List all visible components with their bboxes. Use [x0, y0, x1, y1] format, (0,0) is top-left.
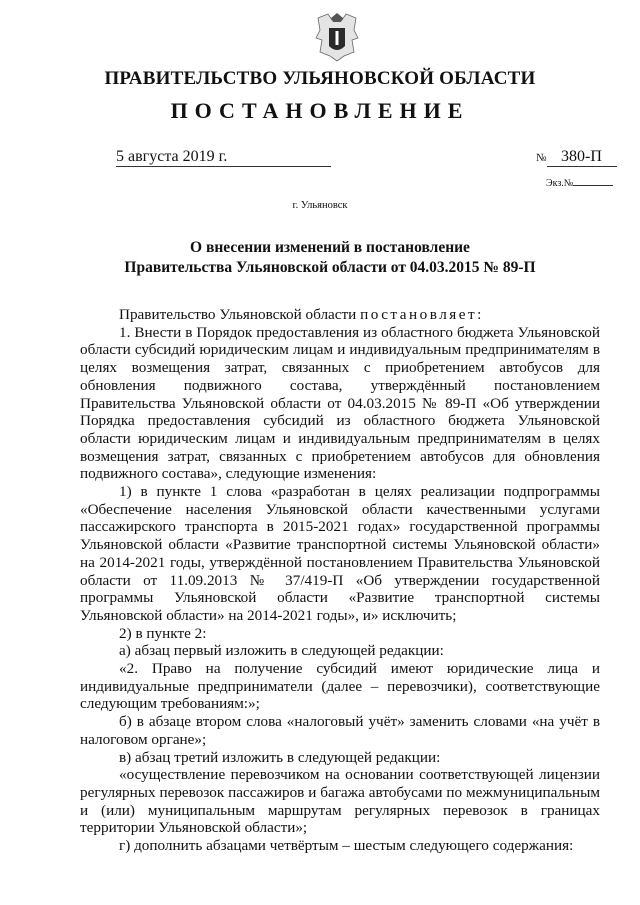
number-sign: № [536, 152, 547, 164]
city: г. Ульяновск [292, 200, 348, 211]
subject-line-1: О внесении изменений в постановление [190, 239, 470, 256]
document-subject [80, 238, 580, 278]
preamble [80, 306, 600, 324]
number-value: 380-П [547, 148, 617, 167]
copy-label: Экз.№ [546, 178, 574, 189]
paragraph: а) абзац первый изложить в следующей редакции: [119, 642, 444, 660]
paragraph: «2. Право на получение субсидий имеют юридические лица и индивидуальные предприниматели (далее – перевозчики), соответствующие следующим требованиям:»; [80, 660, 600, 713]
preamble-lead: Правительство Ульяновской области [119, 306, 361, 323]
document-type: ПОСТАНОВЛЕНИЕ [170, 98, 470, 123]
document-date: 5 августа 2019 г. [116, 148, 331, 167]
copy-number-line [573, 185, 613, 186]
paragraph: 2) в пункте 2: [119, 624, 207, 642]
paragraph: б) в абзаце втором слова «налоговый учёт» заменить словами «на учёт в налоговом органе»; [80, 713, 600, 748]
paragraph: «осуществление перевозчиком на основании соответствующей лицензии регулярных перевозок пассажиров и багажа автобусами по межмуниципальным и (или) муниципальным маршрутам регулярных перевозок в границах территории Ульяновской области»; [80, 766, 600, 837]
paragraph: г) дополнить абзацами четвёртым – шестым следующего содержания: [119, 837, 574, 855]
paragraph: 1. Внести в Порядок предоставления из областного бюджета Ульяновской области субсидий юридическим лицам и индивидуальным предпринимателям в целях возмещения затрат, связанных с приобретением автобусов для обновления подвижного состава, утверждённый постановлением Правительства Ульяновской области от 04.03.2015 № 89-П «Об утверждении Порядка предоставления субсидий из областного бюджета Ульяновской области юридическим лицам и индивидуальным предпринимателям в целях возмещения затрат, связанных с приобретением автобусов для обновления подвижного состава», следующие изменения: [80, 323, 600, 483]
coat-of-arms-icon [314, 12, 360, 62]
paragraph: в) абзац третий изложить в следующей редакции: [119, 748, 441, 766]
document-number [536, 148, 617, 167]
copy-number-field [546, 178, 613, 189]
paragraph: 1) в пункте 1 слова «разработан в целях реализации подпрограммы «Обеспечение населения Ульяновской области качественными услугами пассажирского транспорта в 2015-2021 годах» государственной программы Ульяновской области «Развитие транспортной системы Ульяновской области» на 2014-2021 годы, утверждённой постановлением Правительства Ульяновской области от 11.09.2013 № 37/419-П «Об утверждении государственной программы Ульяновской области «Развитие транспортной системы Ульяновской области» на 2014-2021 годы», и» исключить; [80, 483, 600, 624]
government-title: ПРАВИТЕЛЬСТВО УЛЬЯНОВСКОЙ ОБЛАСТИ [104, 68, 536, 89]
subject-line-2: Правительства Ульяновской области от 04.03.2015 № 89-П [124, 259, 536, 276]
document-body [80, 306, 600, 855]
preamble-verb: постановляет: [360, 306, 484, 323]
